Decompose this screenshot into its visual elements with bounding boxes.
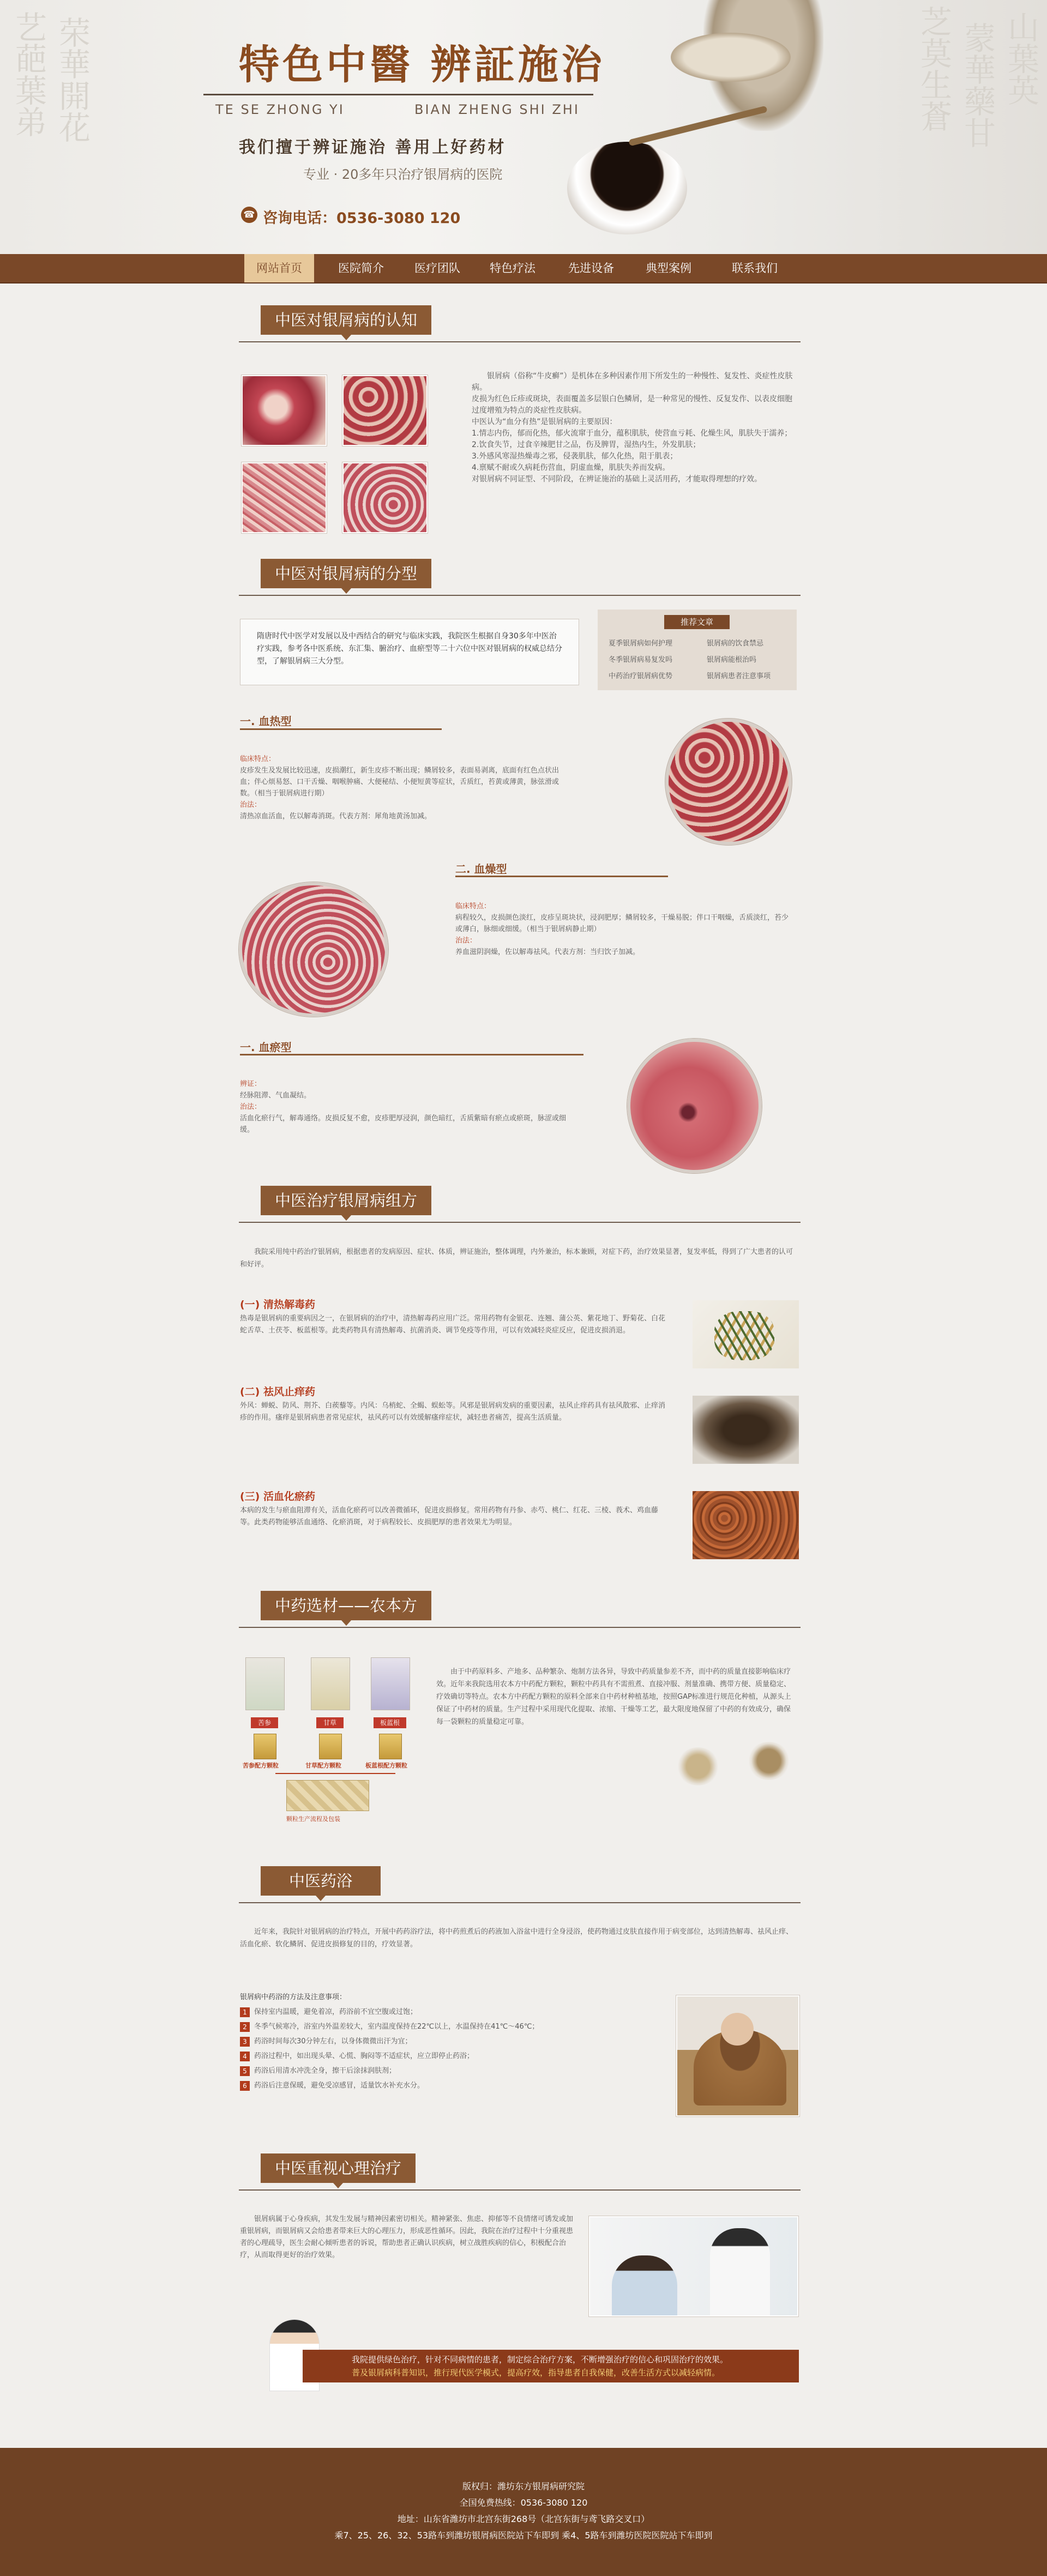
paragraph: 1.情志内伤，郁而化热，郁火流窜于血分，蕴积肌肤，使营血亏耗、化燥生风，肌肤失于濡养； bbox=[472, 429, 792, 438]
recommend-box bbox=[598, 610, 797, 690]
paragraph: 皮损为红色丘疹或斑块，表面覆盖多层银白色鳞屑，是一种常见的慢性、反复发作、以表皮细胞过度增殖为特点的炎症性皮肤病。 bbox=[472, 395, 792, 415]
granule-label: 甘草配方颗粒 bbox=[305, 1762, 341, 1769]
patient-image bbox=[612, 2255, 677, 2315]
method-text: 养血滋阴润燥，佐以解毒祛风。代表方剂：当归饮子加减。 bbox=[455, 948, 640, 956]
formulas-intro: 我院采用纯中药治疗银屑病，根据患者的发病原因、症状、体质，辨证施治，整体调理，内外兼治，标本兼顾，对症下药，治疗效果显著，复发率低，得到了广大患者的认可和好评。 bbox=[240, 1248, 793, 1269]
method-label: 辨证： bbox=[240, 1080, 262, 1088]
step-text: 药浴时间每次30分钟左右，以身体微微出汗为宜； bbox=[254, 2037, 412, 2046]
section-title: 中医对银屑病的认知 bbox=[261, 305, 431, 335]
recommend-link[interactable]: 冬季银屑病易复发吗 bbox=[609, 656, 673, 664]
herb-dish-image bbox=[676, 1747, 720, 1785]
granule-jar bbox=[254, 1734, 276, 1759]
footer-address: 地址：山东省潍坊市北宫东街268号（北宫东街与鸢飞路交叉口） bbox=[397, 2514, 650, 2524]
calligraphy-background: 芝莫生蒼 bbox=[915, 5, 952, 132]
step-number: 1 bbox=[240, 2007, 250, 2017]
recommend-list-left bbox=[609, 636, 696, 685]
granule-label: 苦参配方颗粒 bbox=[243, 1762, 279, 1769]
granule-bags-image bbox=[286, 1780, 369, 1811]
section-rule bbox=[239, 341, 801, 342]
feature-label: 临床特点： bbox=[240, 755, 276, 763]
recommend-link[interactable]: 中药治疗银屑病优势 bbox=[609, 672, 673, 680]
nav-contact[interactable]: 联系我们 bbox=[732, 262, 778, 275]
type-photo-blood-stasis bbox=[627, 1039, 762, 1173]
recommend-link[interactable]: 银屑病的饮食禁忌 bbox=[707, 640, 764, 648]
banner bbox=[303, 2350, 799, 2382]
cognition-text bbox=[472, 371, 799, 485]
feature-label: 临床特点： bbox=[455, 902, 491, 910]
step-number: 2 bbox=[240, 2022, 250, 2032]
nav-cases[interactable]: 典型案例 bbox=[646, 262, 691, 275]
step-number: 4 bbox=[240, 2052, 250, 2061]
feature-label: 治法： bbox=[240, 1103, 262, 1111]
type-text bbox=[240, 1078, 578, 1136]
herb-dish-image bbox=[747, 1742, 791, 1780]
type-rule bbox=[240, 1054, 583, 1055]
skin-photo-3 bbox=[242, 462, 327, 533]
section-rule bbox=[239, 2189, 801, 2191]
bath-intro: 近年来，我院针对银屑病的治疗特点，开展中药药浴疗法，将中药煎煮后的药液加入浴盆中进行全身浸浴，使药物通过皮肤直接作用于病变部位，达到清热解毒、祛风止痒、活血化瘀、软化鳞屑、促进皮损修复的目的，疗效显著。 bbox=[240, 1928, 793, 1948]
paragraph: 中医认为“血分有热”是银屑病的主要原因： bbox=[472, 418, 617, 426]
recommend-list-right bbox=[707, 636, 794, 685]
calligraphy-background: 蒙華藥甘 bbox=[959, 22, 996, 148]
footer-hotline: 全国免费热线：0536-3080 120 bbox=[459, 2497, 588, 2508]
type-text bbox=[240, 753, 567, 822]
herb-card bbox=[245, 1657, 285, 1710]
recommend-link[interactable]: 银屑病患者注意事项 bbox=[707, 672, 771, 680]
formula-text: 本病的发生与瘀血阻滞有关，活血化瘀药可以改善微循环，促进皮损修复。常用药物有丹参、赤芍、桃仁、红花、三棱、莪术、鸡血藤等。此类药物能够活血通络、化瘀消斑，对于病程较长、皮损肥厚的患者效果尤为明显。 bbox=[240, 1506, 659, 1527]
type-photo-blood-heat bbox=[665, 719, 792, 845]
herb-label: 板蓝根 bbox=[374, 1717, 406, 1728]
footer-copyright: 版权归：潍坊东方银屑病研究院 bbox=[462, 2481, 585, 2491]
feature-text: 活血化瘀行气，解毒通络。皮损反复不愈，皮疹肥厚浸润，颜色暗红，舌质紫暗有瘀点或瘀斑，脉涩或细缓。 bbox=[240, 1114, 567, 1134]
formula-text: 热毒是银屑病的重要病因之一，在银屑病的治疗中，清热解毒药应用广泛。常用药物有金银花、连翘、蒲公英、紫花地丁、野菊花、白花蛇舌草、土茯苓、板蓝根等。此类药物具有清热解毒、抗菌消炎、调节免疫等作用，可以有效减轻炎症反应，促进皮损消退。 bbox=[240, 1314, 666, 1335]
granule-label: 板蓝根配方颗粒 bbox=[365, 1762, 407, 1769]
paragraph: 银屑病（俗称“牛皮癣”）是机体在多种因素作用下所发生的一种慢性、复发性、炎症性皮肤病。 bbox=[472, 372, 793, 392]
calligraphy-background: 山葉英 bbox=[1002, 11, 1039, 106]
formula-heading: (二) 祛风止痒药 bbox=[240, 1386, 315, 1398]
paragraph: 对银屑病不同证型、不同阶段，在辨证施治的基础上灵活用药，才能取得理想的疗效。 bbox=[472, 475, 762, 484]
method-text: 经脉阻滞、气血凝结。 bbox=[240, 1091, 311, 1100]
herb-image bbox=[714, 1311, 774, 1360]
calligraphy-background: 艺葩葉弟 bbox=[10, 11, 47, 137]
step-text: 药浴后注意保暖，避免受凉感冒，适量饮水补充水分。 bbox=[254, 2082, 425, 2090]
skin-photo-2 bbox=[342, 375, 428, 446]
method-label: 治法： bbox=[240, 801, 262, 809]
granule-illustration bbox=[243, 1657, 428, 1826]
calligraphy-background: 荣華開花 bbox=[53, 16, 91, 143]
medicine-bowl-image bbox=[567, 142, 687, 234]
psychology-text: 银屑病属于心身疾病，其发生发展与精神因素密切相关。精神紧张、焦虑、抑郁等不良情绪可诱发或加重银屑病，而银屑病又会给患者带来巨大的心理压力，形成恶性循环。因此，我院在治疗过程中十分重视患者的心理疏导，医生会耐心倾听患者的诉说，帮助患者正确认识疾病，树立战胜疾病的信心，积极配合治疗，从而取得更好的治疗效果。 bbox=[240, 2215, 574, 2259]
hero-subtitle: 专业 · 20多年只治疗银屑病的医院 bbox=[303, 167, 503, 182]
nav-therapy[interactable]: 特色疗法 bbox=[490, 262, 535, 275]
type-heading: 一. 血瘀型 bbox=[240, 1041, 292, 1054]
type-text bbox=[455, 901, 793, 958]
paragraph: 3.外感风寒湿热燥毒之邪，侵袭肌肤，郁久化热，阻于肌表； bbox=[472, 452, 678, 461]
herb-label: 苦参 bbox=[251, 1717, 278, 1728]
consultation-photo bbox=[589, 2216, 798, 2316]
section-title: 中医对银屑病的分型 bbox=[261, 559, 431, 588]
hero-title: 特色中醫 辨証施治 bbox=[239, 41, 605, 88]
types-intro-text: 隋唐时代中医学对发展以及中西结合的研究与临床实践，我院医生根据自身30多年中医治疗实践，参考各中医系统、东汇集、腑治疗、血瘀型等二十六位中医对银屑病的权威总结分型，了解银屑病三大分型。 bbox=[257, 632, 562, 666]
herb-label: 甘草 bbox=[316, 1717, 344, 1728]
doctor-image bbox=[710, 2228, 770, 2315]
type-heading: 一. 血热型 bbox=[240, 715, 292, 728]
type-rule bbox=[240, 728, 442, 730]
bather-image bbox=[721, 2013, 754, 2046]
section-title: 中医重视心理治疗 bbox=[261, 2153, 416, 2183]
type-heading: 二. 血燥型 bbox=[455, 862, 507, 876]
hero-pinyin-left: TE SE ZHONG YI bbox=[215, 102, 345, 117]
bath-step bbox=[240, 2049, 665, 2064]
flow-arrow bbox=[275, 1773, 395, 1774]
formula-heading: (三) 活血化瘀药 bbox=[240, 1491, 315, 1503]
method-text: 清热凉血活血，佐以解毒消斑。代表方剂：犀角地黄汤加减。 bbox=[240, 812, 432, 821]
bath-step bbox=[240, 2005, 665, 2019]
step-number: 6 bbox=[240, 2081, 250, 2091]
hero-slogan: 我们擅于辨证施治 善用上好药材 bbox=[239, 138, 507, 157]
paragraph: 2.饮食失节，过食辛辣肥甘之品，伤及脾胃，湿热内生，外发肌肤； bbox=[472, 441, 701, 449]
nav-equipment[interactable]: 先进设备 bbox=[568, 262, 614, 275]
phone-icon: ☎ bbox=[241, 207, 257, 223]
section-rule bbox=[239, 1627, 801, 1628]
banner-line: 我院提供绿色治疗，针对不同病情的患者，制定综合治疗方案，不断增强治疗的信心和巩固治疗的效果。 bbox=[352, 2355, 729, 2364]
main-nav bbox=[0, 254, 1047, 283]
feature-text: 病程较久，皮损颜色淡红，皮疹呈斑块状，浸润肥厚；鳞屑较多，干燥易脱；伴口干咽燥，舌质淡红，苔少或薄白，脉细或细缓。（相当于银屑病静止期） bbox=[455, 914, 789, 933]
recommend-title: 推荐文章 bbox=[664, 615, 730, 629]
step-number: 5 bbox=[240, 2066, 250, 2076]
paragraph: 4.禀赋不耐或久病耗伤营血，阴虚血燥，肌肤失养而发病。 bbox=[472, 463, 670, 472]
step-number: 3 bbox=[240, 2037, 250, 2047]
formula-text: 外风：蝉蜕、防风、荆芥、白蒺藜等。内风：乌梢蛇、全蝎、蜈蚣等。风邪是银屑病发病的重要因素，祛风止痒药具有祛风散邪、止痒消疹的作用。瘙痒是银屑病患者常见症状，祛风药可以有效缓解瘙痒症状，减轻患者痛苦，提高生活质量。 bbox=[240, 1402, 666, 1422]
nav-team[interactable]: 医疗团队 bbox=[414, 262, 460, 275]
recommend-link[interactable]: 夏季银屑病如何护理 bbox=[609, 640, 673, 648]
section-rule bbox=[239, 595, 801, 596]
materials-text: 由于中药原料多、产地多、品种繁杂、炮制方法各异，导致中药质量参差不齐，而中药的质量直接影响临床疗效。近年来我院选用农本方中药配方颗粒，颗粒中药具有不需煎煮、直接冲服、剂量准确、携带方便、质量稳定、疗效确切等特点。农本方中药配方颗粒的原料全部来自中药材种植基地，按照GAP标准进行规范化种植，从源头上保证了中药材的质量。生产过程中采用现代化提取、浓缩、干燥等工艺，最大限度地保留了中药的有效成分，确保每一袋颗粒的质量稳定可靠。 bbox=[436, 1668, 791, 1726]
banner-line: 普及银屑病科普知识，推行现代医学模式，提高疗效，指导患者自我保健，改善生活方式以减轻病情。 bbox=[352, 2368, 720, 2378]
granule-jar bbox=[319, 1734, 342, 1759]
jar-cloth-image bbox=[671, 33, 791, 82]
nav-about[interactable]: 医院简介 bbox=[338, 262, 384, 275]
hero-divider bbox=[203, 94, 593, 95]
hero-phone: 咨询电话：0536-3080 120 bbox=[263, 210, 461, 227]
bath-step bbox=[240, 2034, 665, 2049]
footer-bus-route: 乘7、25、26、32、53路车到潍坊银屑病医院站下车即到 乘4、5路车到潍坊医院医院站下车即到 bbox=[334, 2530, 713, 2541]
hero-banner bbox=[0, 0, 1047, 254]
granule-jar bbox=[379, 1734, 402, 1759]
bath-step bbox=[240, 2064, 665, 2078]
section-rule bbox=[239, 1222, 801, 1223]
section-rule bbox=[239, 1902, 801, 1903]
nav-home[interactable]: 网站首页 bbox=[244, 254, 314, 282]
herb-card bbox=[311, 1657, 350, 1710]
step-text: 药浴后用清水冲洗全身，擦干后涂抹润肤剂； bbox=[254, 2067, 396, 2075]
section-title: 中药选材——农本方 bbox=[261, 1591, 431, 1620]
bath-step bbox=[240, 2078, 665, 2093]
step-text: 药浴过程中，如出现头晕、心慌、胸闷等不适症状，应立即停止药浴； bbox=[254, 2052, 474, 2060]
recommend-link[interactable]: 银屑病能根治吗 bbox=[707, 656, 757, 664]
bath-photo bbox=[676, 1995, 799, 2116]
type-photo-blood-dry bbox=[239, 882, 388, 1017]
types-intro-box bbox=[240, 619, 579, 685]
bag-caption: 颗粒生产流程及包装 bbox=[286, 1815, 340, 1823]
section-title: 中医药浴 bbox=[261, 1866, 381, 1896]
herb-photo-1 bbox=[693, 1300, 799, 1368]
skin-photo-1 bbox=[242, 375, 327, 446]
method-label: 治法： bbox=[455, 937, 477, 945]
step-text: 冬季气候寒冷，浴室内外温差较大，室内温度保持在22℃以上，水温保持在41℃～46℃； bbox=[254, 2023, 539, 2031]
step-text: 保持室内温暖，避免着凉，药浴前不宜空腹或过饱； bbox=[254, 2008, 418, 2016]
herb-card bbox=[371, 1657, 410, 1710]
bath-steps bbox=[240, 1990, 665, 2093]
skin-photo-4 bbox=[342, 462, 428, 533]
herb-photo-3 bbox=[693, 1491, 799, 1559]
section-title: 中医治疗银屑病组方 bbox=[261, 1186, 431, 1215]
formula-heading: (一) 清热解毒药 bbox=[240, 1299, 315, 1311]
type-rule bbox=[455, 876, 668, 877]
feature-text: 皮疹发生及发展比较迅速，皮损潮红，新生皮疹不断出现；鳞屑较多，表面易剥离，底面有红色点状出血；伴心烦易怒、口干舌燥、咽喉肿痛、大便秘结、小便短黄等症状，舌质红，苔黄或薄黄，脉弦滑或数。（相当于银屑病进行期） bbox=[240, 767, 559, 798]
bath-step bbox=[240, 2019, 665, 2034]
footer bbox=[0, 2448, 1047, 2576]
hero-pinyin-right: BIAN ZHENG SHI ZHI bbox=[414, 102, 580, 117]
herb-photo-2 bbox=[693, 1396, 799, 1464]
bath-notes-title: 银屑病中药浴的方法及注意事项： bbox=[240, 1993, 347, 2001]
